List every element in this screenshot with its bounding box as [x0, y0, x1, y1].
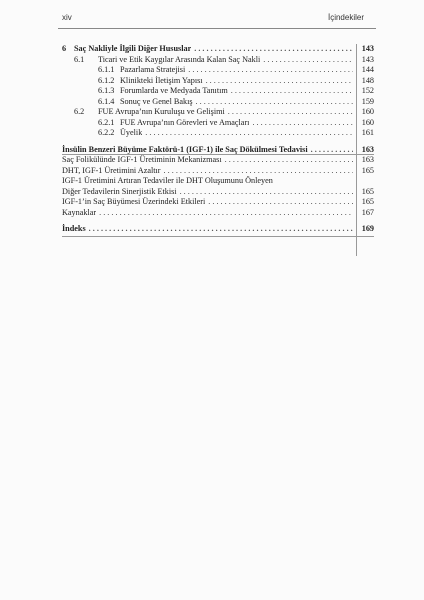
section-rule: [62, 154, 374, 155]
toc-title: Kaynaklar: [62, 207, 97, 217]
toc-entry: [62, 208, 374, 219]
page-column-rule: [356, 44, 357, 256]
toc-title: FUE Avrupa’nın Görevleri ve Amaçları: [120, 117, 250, 127]
toc-entry: [62, 197, 374, 208]
running-header-title: İçindekiler: [327, 13, 364, 22]
toc-number: 6.2.1: [98, 117, 115, 127]
toc-page: 165: [361, 186, 374, 196]
toc-entry: [62, 65, 374, 76]
toc-title: Saç Folikülünde IGF-1 Üretiminin Mekanizması: [62, 155, 222, 164]
toc-number: 6.2.2: [98, 128, 115, 137]
leader-dots: [263, 55, 353, 66]
toc-page: 143: [361, 44, 374, 53]
leader-dots: [164, 166, 353, 177]
toc-title: Diğer Tedavilerin Sinerjistik Etkisi: [62, 186, 177, 196]
toc-page: 143: [361, 54, 374, 64]
leader-dots: [252, 118, 353, 129]
toc-page: 160: [361, 117, 374, 127]
toc-title: İnsülin Benzeri Büyüme Faktörü-1 (IGF-1) ile Saç Dökülmesi Tedavisi: [62, 144, 308, 154]
toc-entry: [62, 97, 374, 108]
leader-dots: [188, 65, 353, 76]
toc-entry: [62, 86, 374, 97]
leader-dots: [231, 86, 353, 97]
leader-dots: [225, 155, 353, 166]
toc-page: 165: [361, 197, 374, 206]
leader-dots: [194, 44, 353, 55]
toc-number: 6.1.2: [98, 75, 115, 85]
toc-title: Klinikteki İletişim Yapısı: [120, 75, 203, 85]
leader-dots: [99, 208, 353, 219]
toc-page: 167: [361, 207, 374, 217]
toc-entry: [62, 55, 374, 66]
toc-entry: [62, 166, 374, 177]
toc-title: Pazarlama Stratejisi: [120, 65, 186, 74]
toc-title: Ticari ve Etik Kaygılar Arasında Kalan Saç Nakli: [98, 54, 261, 64]
toc-page: 148: [361, 75, 374, 85]
toc-entry: [62, 118, 374, 129]
toc-title: Saç Nakliyle İlgili Diğer Hususlar: [74, 44, 192, 53]
toc-entry: [62, 128, 374, 139]
toc-entry: [62, 76, 374, 87]
toc-title: DHT, IGF-1 Üretimini Azaltır: [62, 165, 161, 175]
toc-page: 160: [361, 107, 374, 116]
toc-page: 152: [361, 86, 374, 95]
leader-dots: [208, 197, 353, 208]
toc-number: 6.1: [74, 54, 85, 64]
toc-title: İndeks: [62, 224, 86, 233]
leader-dots: [180, 187, 353, 198]
toc-number: 6: [62, 44, 67, 53]
table-of-contents: [62, 44, 374, 235]
toc-title: FUE Avrupa’nın Kuruluşu ve Gelişimi: [98, 107, 225, 116]
toc-number: 6.1.3: [98, 86, 115, 95]
toc-page: 159: [361, 96, 374, 106]
toc-page: 144: [361, 65, 374, 74]
header-rule: [58, 28, 376, 29]
toc-entry: [62, 107, 374, 118]
toc-title: IGF-1’in Saç Büyümesi Üzerindeki Etkileri: [62, 197, 206, 206]
leader-dots: [196, 97, 353, 108]
toc-page: 163: [361, 144, 374, 154]
running-header-page-number: xiv: [62, 13, 72, 22]
toc-entry: [62, 187, 374, 198]
toc-chapter-6: [62, 44, 374, 55]
leader-dots: [206, 76, 353, 87]
toc-title: Üyelik: [120, 128, 143, 137]
toc-number: 6.2: [74, 107, 85, 116]
leader-dots: [89, 224, 353, 235]
toc-page: 165: [361, 165, 374, 175]
toc-page: 161: [361, 128, 374, 137]
toc-number: 6.1.4: [98, 96, 115, 106]
toc-title: Forumlarda ve Medyada Tanıtım: [120, 86, 228, 95]
toc-title: Sonuç ve Genel Bakış: [120, 96, 193, 106]
toc-page: 163: [361, 155, 374, 164]
toc-title-line: IGF-1 Üretimini Artıran Tedaviler ile DHT Oluşumunu Önleyen: [62, 176, 273, 185]
toc-entry: [62, 155, 374, 166]
toc-page: 169: [361, 224, 374, 233]
leader-dots: [228, 107, 353, 118]
section-rule: [62, 236, 374, 237]
leader-dots: [145, 128, 353, 139]
toc-number: 6.1.1: [98, 65, 115, 74]
toc-index: [62, 224, 374, 235]
